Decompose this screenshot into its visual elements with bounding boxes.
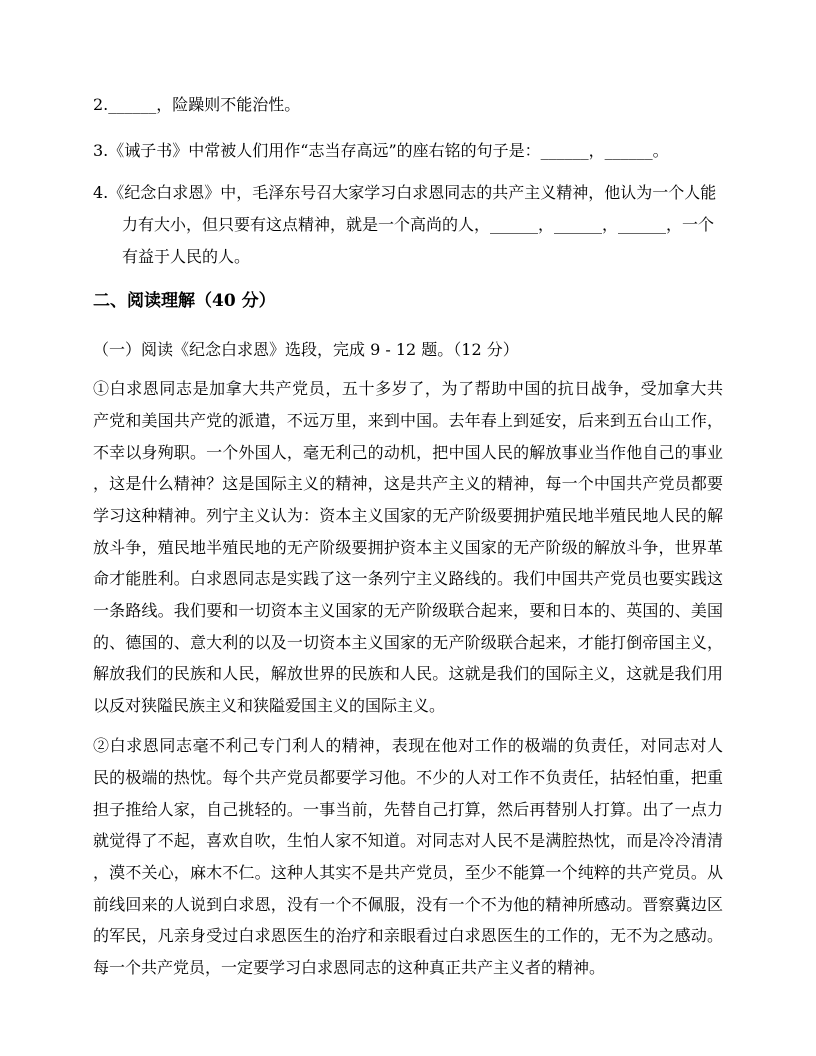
passage-line: 的军民，凡亲身受过白求恩医生的治疗和亲眼看过白求恩医生的工作的，无不为之感动。 [93,926,723,946]
passage-line: 命才能胜利。白求恩同志是实践了这一条列宁主义路线的。我们中国共产党员也要实践这 [93,569,723,589]
passage-line: ，漠不关心，麻木不仁。这种人其实不是共产党员，至少不能算一个纯粹的共产党员。从 [93,862,723,882]
passage-line: 担子推给人家，自己挑轻的。一事当前，先替自己打算，然后再替别人打算。出了一点力 [93,799,723,819]
subsection-heading: （一）阅读《纪念白求恩》选段，完成 9 - 12 题。（12 分） [93,340,519,359]
question-text-line: 4.《纪念白求恩》中，毛泽东号召大家学习白求恩同志的共产主义精神，他认为一个人能 [93,183,717,202]
question-3 [93,135,723,167]
passage-paragraph-1 [93,373,723,722]
question-text-line: 有益于人民的人。 [122,247,251,266]
passage-line: 以反对狭隘民族主义和狭隘爱国主义的国际主义。 [93,696,446,716]
passage-line: ②白求恩同志毫不利己专门利人的精神，表现在他对工作的极端的负责任，对同志对人 [93,736,723,756]
passage-line: 民的极端的热忱。每个共产党员都要学习他。不少的人对工作不负责任，拈轻怕重，把重 [93,767,723,787]
question-2 [93,89,723,121]
question-text-line: 2.______，险躁则不能治性。 [93,95,301,114]
passage-line: 产党和美国共产党的派遣，不远万里，来到中国。去年春上到延安，后来到五台山工作， [93,410,723,430]
passage-line: 每一个共产党员，一定要学习白求恩同志的这种真正共产主义者的精神。 [93,957,606,977]
section-heading: 二、阅读理解（40 分） [93,291,276,311]
passage-line: 就觉得了不起，喜欢自吹，生怕人家不知道。对同志对人民不是满腔热忱，而是冷冷清清 [93,831,723,851]
passage-line: 学习这种精神。列宁主义认为：资本主义国家的无产阶级要拥护殖民地半殖民地人民的解 [93,505,723,525]
passage-line: 的、德国的、意大利的以及一切资本主义国家的无产阶级联合起来，才能打倒帝国主义， [93,632,723,652]
passage-line: 解放我们的民族和人民，解放世界的民族和人民。这就是我们的国际主义，这就是我们用 [93,664,723,684]
passage-line: 前线回来的人说到白求恩，没有一个不佩服，没有一个不为他的精神所感动。晋察冀边区 [93,894,723,914]
question-text-line: 3.《诫子书》中常被人们用作“志当存高远”的座右铭的句子是：______，______。 [93,141,669,160]
passage-line: 放斗争，殖民地半殖民地的无产阶级要拥护资本主义国家的无产阶级的解放斗争，世界革 [93,537,723,557]
passage-line: ①白求恩同志是加拿大共产党员，五十多岁了，为了帮助中国的抗日战争，受加拿大共 [93,379,723,399]
question-text-line: 力有大小，但只要有这点精神，就是一个高尚的人，______，______，______，一个 [122,215,715,234]
passage-line: 一条路线。我们要和一切资本主义国家的无产阶级联合起来，要和日本的、英国的、美国 [93,600,723,620]
passage-line: 不幸以身殉职。一个外国人，毫无利己的动机，把中国人民的解放事业当作他自己的事业 [93,442,723,462]
question-4 [93,177,717,273]
passage-line: ，这是什么精神？这是国际主义的精神，这是共产主义的精神，每一个中国共产党员都要 [93,474,723,494]
passage-paragraph-2 [93,730,723,984]
